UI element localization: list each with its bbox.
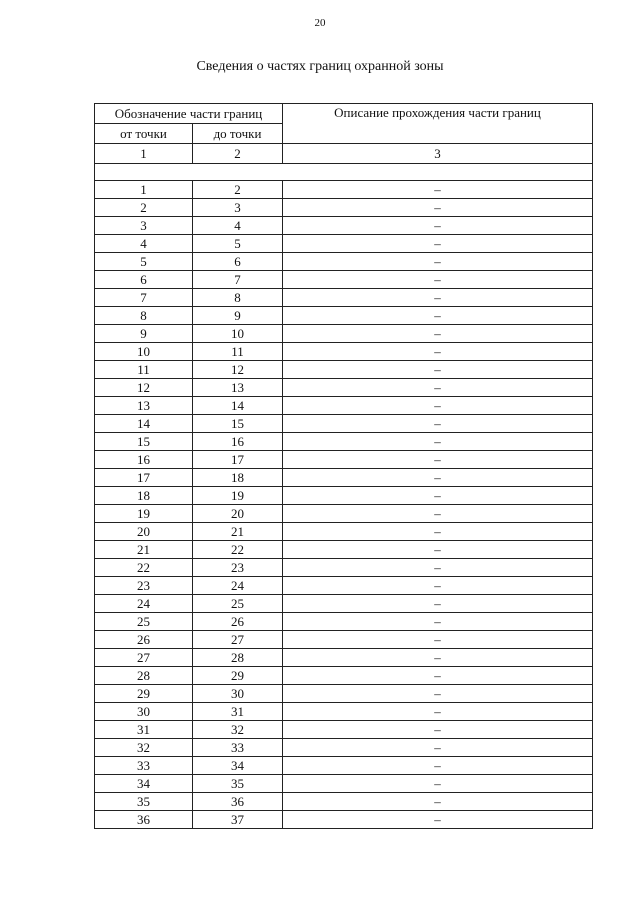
to-point-cell: 17	[193, 451, 283, 469]
table-row	[95, 433, 593, 451]
to-point-cell: 3	[193, 199, 283, 217]
from-point-cell: 36	[95, 811, 193, 829]
table-row	[95, 469, 593, 487]
to-point-cell: 24	[193, 577, 283, 595]
from-point-cell: 28	[95, 667, 193, 685]
to-point-cell: 18	[193, 469, 283, 487]
description-cell: –	[283, 559, 593, 577]
from-point-cell: 12	[95, 379, 193, 397]
description-cell: –	[283, 235, 593, 253]
from-point-cell: 9	[95, 325, 193, 343]
table-row	[95, 577, 593, 595]
table-row	[95, 487, 593, 505]
description-cell: –	[283, 703, 593, 721]
table-row	[95, 361, 593, 379]
table-row	[95, 631, 593, 649]
from-point-cell: 23	[95, 577, 193, 595]
description-cell: –	[283, 325, 593, 343]
description-cell: –	[283, 721, 593, 739]
boundary-parts-table	[94, 103, 593, 829]
description-cell: –	[283, 523, 593, 541]
table-row	[95, 325, 593, 343]
header-row-group	[95, 104, 593, 124]
to-point-cell: 4	[193, 217, 283, 235]
to-point-cell: 16	[193, 433, 283, 451]
to-point-cell: 37	[193, 811, 283, 829]
from-point-cell: 3	[95, 217, 193, 235]
table-row	[95, 451, 593, 469]
description-cell: –	[283, 469, 593, 487]
to-point-cell: 6	[193, 253, 283, 271]
description-cell: –	[283, 739, 593, 757]
table-row	[95, 289, 593, 307]
table-row	[95, 271, 593, 289]
description-cell: –	[283, 613, 593, 631]
to-point-cell: 34	[193, 757, 283, 775]
from-point-cell: 26	[95, 631, 193, 649]
description-cell: –	[283, 595, 593, 613]
to-point-cell: 14	[193, 397, 283, 415]
header-from-point: от точки	[95, 124, 193, 144]
to-point-cell: 32	[193, 721, 283, 739]
table-row	[95, 685, 593, 703]
from-point-cell: 20	[95, 523, 193, 541]
from-point-cell: 6	[95, 271, 193, 289]
description-cell: –	[283, 253, 593, 271]
description-cell: –	[283, 487, 593, 505]
description-cell: –	[283, 379, 593, 397]
table-row	[95, 541, 593, 559]
description-cell: –	[283, 307, 593, 325]
table-row	[95, 703, 593, 721]
to-point-cell: 10	[193, 325, 283, 343]
to-point-cell: 28	[193, 649, 283, 667]
to-point-cell: 25	[193, 595, 283, 613]
table-row	[95, 505, 593, 523]
to-point-cell: 2	[193, 181, 283, 199]
to-point-cell: 35	[193, 775, 283, 793]
table-row	[95, 811, 593, 829]
to-point-cell: 23	[193, 559, 283, 577]
table-row	[95, 649, 593, 667]
from-point-cell: 19	[95, 505, 193, 523]
table-row	[95, 379, 593, 397]
to-point-cell: 13	[193, 379, 283, 397]
description-cell: –	[283, 793, 593, 811]
description-cell: –	[283, 343, 593, 361]
to-point-cell: 21	[193, 523, 283, 541]
description-cell: –	[283, 757, 593, 775]
table-row	[95, 415, 593, 433]
from-point-cell: 17	[95, 469, 193, 487]
from-point-cell: 25	[95, 613, 193, 631]
from-point-cell: 1	[95, 181, 193, 199]
to-point-cell: 20	[193, 505, 283, 523]
table-row	[95, 775, 593, 793]
column-numbers-row	[95, 144, 593, 164]
empty-section-cell	[95, 164, 593, 181]
from-point-cell: 33	[95, 757, 193, 775]
description-cell: –	[283, 541, 593, 559]
to-point-cell: 27	[193, 631, 283, 649]
table-row	[95, 721, 593, 739]
to-point-cell: 36	[193, 793, 283, 811]
from-point-cell: 35	[95, 793, 193, 811]
description-cell: –	[283, 415, 593, 433]
to-point-cell: 29	[193, 667, 283, 685]
from-point-cell: 13	[95, 397, 193, 415]
to-point-cell: 7	[193, 271, 283, 289]
description-cell: –	[283, 217, 593, 235]
description-cell: –	[283, 505, 593, 523]
to-point-cell: 33	[193, 739, 283, 757]
description-cell: –	[283, 577, 593, 595]
from-point-cell: 34	[95, 775, 193, 793]
page-title: Сведения о частях границ охранной зоны	[196, 59, 444, 74]
description-cell: –	[283, 811, 593, 829]
description-cell: –	[283, 433, 593, 451]
description-cell: –	[283, 631, 593, 649]
description-cell: –	[283, 649, 593, 667]
from-point-cell: 22	[95, 559, 193, 577]
description-cell: –	[283, 199, 593, 217]
to-point-cell: 30	[193, 685, 283, 703]
description-cell: –	[283, 361, 593, 379]
from-point-cell: 31	[95, 721, 193, 739]
to-point-cell: 8	[193, 289, 283, 307]
table-row	[95, 613, 593, 631]
description-cell: –	[283, 181, 593, 199]
description-cell: –	[283, 289, 593, 307]
table-row	[95, 307, 593, 325]
from-point-cell: 10	[95, 343, 193, 361]
to-point-cell: 9	[193, 307, 283, 325]
from-point-cell: 8	[95, 307, 193, 325]
description-cell: –	[283, 667, 593, 685]
table-row	[95, 217, 593, 235]
from-point-cell: 27	[95, 649, 193, 667]
from-point-cell: 18	[95, 487, 193, 505]
to-point-cell: 19	[193, 487, 283, 505]
from-point-cell: 29	[95, 685, 193, 703]
from-point-cell: 4	[95, 235, 193, 253]
column-number-1: 1	[95, 144, 193, 164]
table-row	[95, 397, 593, 415]
description-cell: –	[283, 775, 593, 793]
from-point-cell: 5	[95, 253, 193, 271]
description-cell: –	[283, 271, 593, 289]
page-number: 20	[314, 17, 326, 29]
column-number-3: 3	[283, 144, 593, 164]
from-point-cell: 7	[95, 289, 193, 307]
table-row	[95, 253, 593, 271]
table-row	[95, 667, 593, 685]
from-point-cell: 15	[95, 433, 193, 451]
description-cell: –	[283, 685, 593, 703]
from-point-cell: 32	[95, 739, 193, 757]
table-row	[95, 181, 593, 199]
table-row	[95, 559, 593, 577]
to-point-cell: 11	[193, 343, 283, 361]
to-point-cell: 26	[193, 613, 283, 631]
from-point-cell: 2	[95, 199, 193, 217]
table-row	[95, 523, 593, 541]
header-boundary-designation: Обозначение части границ	[95, 104, 283, 124]
to-point-cell: 15	[193, 415, 283, 433]
header-to-point: до точки	[193, 124, 283, 144]
table-row	[95, 235, 593, 253]
table-row	[95, 343, 593, 361]
to-point-cell: 5	[193, 235, 283, 253]
table-row	[95, 757, 593, 775]
from-point-cell: 24	[95, 595, 193, 613]
table-row	[95, 739, 593, 757]
to-point-cell: 31	[193, 703, 283, 721]
empty-section-row	[95, 164, 593, 181]
from-point-cell: 30	[95, 703, 193, 721]
table-row	[95, 793, 593, 811]
to-point-cell: 22	[193, 541, 283, 559]
from-point-cell: 21	[95, 541, 193, 559]
from-point-cell: 16	[95, 451, 193, 469]
description-cell: –	[283, 451, 593, 469]
column-number-2: 2	[193, 144, 283, 164]
description-cell: –	[283, 397, 593, 415]
table-row	[95, 595, 593, 613]
table-row	[95, 199, 593, 217]
from-point-cell: 11	[95, 361, 193, 379]
to-point-cell: 12	[193, 361, 283, 379]
header-description: Описание прохождения части границ	[283, 104, 593, 144]
from-point-cell: 14	[95, 415, 193, 433]
